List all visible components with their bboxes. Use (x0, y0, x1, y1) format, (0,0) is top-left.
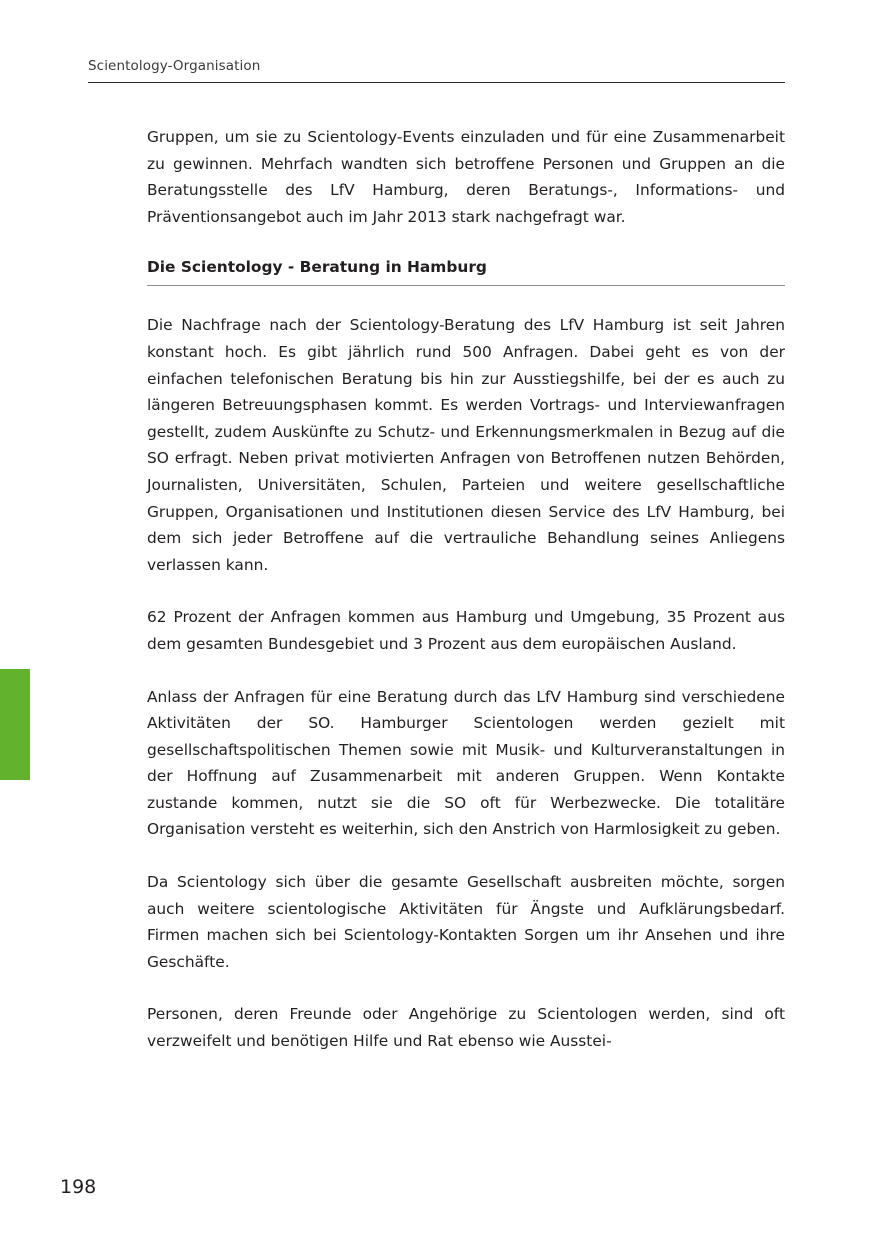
page-content (147, 124, 785, 1055)
section-heading-block (147, 256, 785, 286)
header-divider (88, 82, 785, 83)
page-header (88, 58, 785, 83)
section-divider (147, 285, 785, 286)
paragraph-5: Personen, deren Freunde oder Angehörige zu Scientologen werden, sind oft verzweifelt und benötigen Hilfe und Rat ebenso wie Ausstei- (147, 1005, 785, 1051)
paragraph-3: Anlass der Anfragen für eine Beratung durch das LfV Hamburg sind verschiedene Aktivitäten der SO. Hamburger Scientologen werden gezielt mit gesellschaftspolitischen Themen sowie mit Musik- und Kulturveranstaltungen in der Hoffnung auf Zusammenarbeit mit anderen Gruppen. Wenn Kontakte zustande kommen, nutzt sie die SO oft für Werbezwecke. Die totalitäre Organisation versteht es weiterhin, sich den Anstrich von Harmlosigkeit zu geben. (147, 687, 785, 839)
running-head-title: Scientology-Organisation (88, 58, 261, 74)
section-heading: Die Scientology - Beratung in Hamburg (147, 258, 487, 277)
paragraph-1: Die Nachfrage nach der Scientology-Beratung des LfV Hamburg ist seit Jahren konstant hoch. Es gibt jährlich rund 500 Anfragen. Dabei geht es von der einfachen telefonischen Beratung bis hin zur Ausstiegshilfe, bei der es auch zu längeren Betreuungsphasen kommt. Es werden Vortrags- und Interviewanfragen gestellt, zudem Auskünfte zu Schutz- und Erkennungsmerkmalen in Bezug auf die SO erfragt. Neben privat motivierten Anfragen von Betroffenen nutzen Behörden, Journalisten, Universitäten, Schulen, Parteien und weitere gesellschaftliche Gruppen, Organisationen und Institutionen diesen Service des LfV Hamburg, bei dem sich jeder Betroffene auf die vertrauliche Behandlung seines Anliegens verlassen kann. (147, 316, 785, 574)
page-number: 198 (60, 1176, 97, 1198)
paragraph-2: 62 Prozent der Anfragen kommen aus Hamburg und Umgebung, 35 Prozent aus dem gesamten Bundesgebiet und 3 Prozent aus dem europäischen Ausland. (147, 608, 785, 653)
paragraph-intro: Gruppen, um sie zu Scientology-Events einzuladen und für eine Zusammenarbeit zu gewinnen. Mehrfach wandten sich betroffene Personen und Gruppen an die Beratungsstelle des LfV Hamburg, deren Beratungs-, Informations- und Präventionsangebot auch im Jahr 2013 stark nachgefragt war. (147, 128, 785, 226)
margin-color-tab (0, 669, 30, 780)
paragraph-4: Da Scientology sich über die gesamte Gesellschaft ausbreiten möchte, sorgen auch weitere scientologische Aktivitäten für Ängste und Aufklärungsbedarf. Firmen machen sich bei Scientology-Kontakten Sorgen um ihr Ansehen und ihre Geschäfte. (147, 873, 785, 971)
